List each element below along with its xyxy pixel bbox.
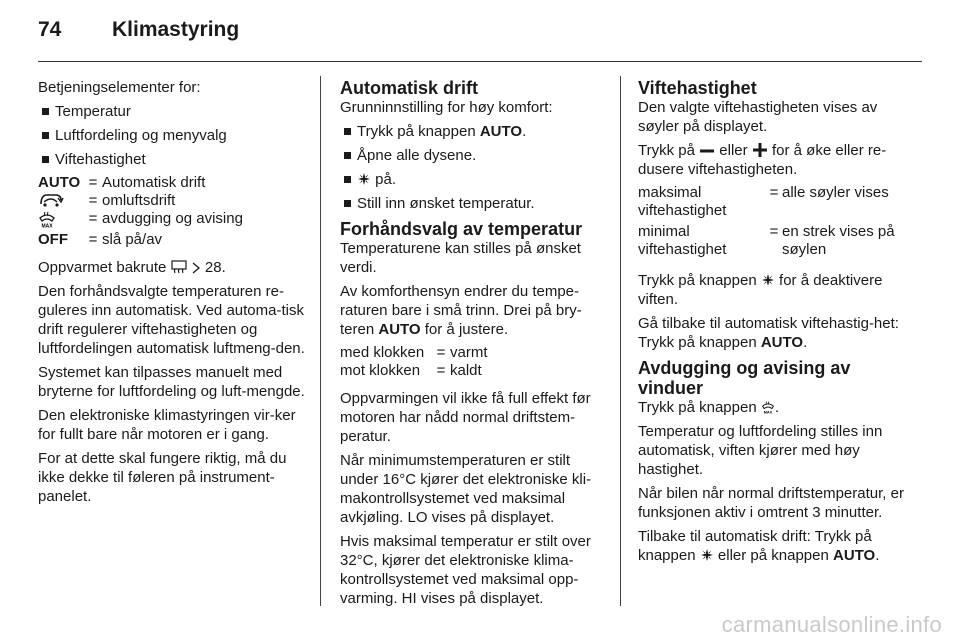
defrost-max-icon xyxy=(38,210,56,228)
paragraph: Når minimumstemperaturen er stilt under 16°C kjører det elektroniske kli-makontrollsystemet ved maksimal avkjøling. LO vises på displayet. xyxy=(340,452,592,526)
paragraph: Systemet kan tilpasses manuelt med bryterne for luftfordeling og luft-mengde. xyxy=(38,364,305,400)
page-header xyxy=(38,18,239,42)
page-title: Klimastyring xyxy=(112,18,240,41)
list-item: Temperatur xyxy=(38,102,308,121)
subheading: Den valgte viftehastigheten vises av søyler på displayet. xyxy=(638,99,878,135)
paragraph: Den forhåndsvalgte temperaturen re-guleres inn automatisk. Ved automa-tisk drift regulerer viftehastigheten og luftfordelingen automatisk luftmeng-den. xyxy=(38,283,305,357)
rotation-table xyxy=(340,344,488,380)
legend-key: AUTO xyxy=(38,174,81,191)
paragraph: Av komforthensyn endrer du tempe-raturen bare i små trinn. Drei på bry-teren AUTO for å justere. xyxy=(340,283,582,338)
table-row: maksimal viftehastighet = alle søyler vises xyxy=(638,184,889,219)
legend-value: Automatisk drift xyxy=(102,174,206,191)
list-item: Still inn ønsket temperatur. xyxy=(340,194,606,213)
fan-speed-table xyxy=(638,184,906,262)
table-row: MAX = avdugging og avising xyxy=(38,210,243,231)
paragraph: Hvis maksimal temperatur er stilt over 32°C, kjører det elektroniske klima-kontrollsystemet ved maksimal opp-varming. HI vises på displayet. xyxy=(340,533,591,607)
column-3 xyxy=(638,78,906,570)
control-legend-table xyxy=(38,174,243,249)
intro-text: Betjeningselementer for: xyxy=(38,79,201,96)
list-item: Trykk på knappen AUTO. xyxy=(340,122,606,141)
list-item: Luftfordeling og menyvalg xyxy=(38,126,308,145)
paragraph: Temperatur og luftfordeling stilles inn automatisk, viften kjører med høy hastighet. xyxy=(638,423,883,478)
column-2 xyxy=(340,78,606,613)
recirculation-icon xyxy=(38,192,64,207)
paragraph: Trykk på knappen MAX . xyxy=(638,399,780,416)
paragraph: Trykk på knappen for å deaktivere viften. xyxy=(638,272,883,308)
svg-text:MAX: MAX xyxy=(763,409,773,414)
defrost-max-icon xyxy=(761,400,775,414)
legend-key: OFF xyxy=(38,231,68,248)
paragraph: Oppvarmingen vil ikke få full effekt før motoren har nådd normal driftstem-peratur. xyxy=(340,390,591,445)
header-rule xyxy=(38,61,922,62)
list-item: Viftehastighet xyxy=(38,150,308,169)
section-heading-defrost: Avdugging og avising av vinduer xyxy=(638,358,851,398)
paragraph: Når bilen når normal driftstemperatur, er funksjonen aktiv i omtrent 3 minutter. xyxy=(638,485,904,521)
legend-value: slå på/av xyxy=(102,231,163,248)
paragraph: Gå tilbake til automatisk viftehastig-het: Trykk på knappen AUTO. xyxy=(638,315,899,351)
svg-text:MAX: MAX xyxy=(41,223,53,228)
watermark: carmanualsonline.info xyxy=(721,612,942,637)
rear-window-heater-icon xyxy=(171,260,187,274)
paragraph: Trykk på eller for å øke eller re-dusere viftehastigheten. xyxy=(638,142,887,178)
page-reference-icon xyxy=(191,262,201,274)
table-row: minimal viftehastighet = en strek vises på søylen xyxy=(638,223,895,258)
list-item: på. xyxy=(340,170,606,189)
page-number: 74 xyxy=(38,18,62,41)
section-heading-fan: Viftehastighet xyxy=(638,78,757,98)
fan-icon xyxy=(761,273,775,287)
table-row: OFF = slå på/av xyxy=(38,231,243,249)
section-heading-auto: Automatisk drift xyxy=(340,78,479,98)
table-row: mot klokken = kaldt xyxy=(340,362,482,379)
plus-icon xyxy=(752,143,768,157)
table-row: med klokken = varmt xyxy=(340,344,488,361)
list-item: Åpne alle dysene. xyxy=(340,146,606,165)
legend-value: omluftsdrift xyxy=(102,192,176,209)
section-heading-preset: Forhåndsvalg av temperatur xyxy=(340,219,583,239)
paragraph: For at dette skal fungere riktig, må du ikke dekke til føleren på instrument-panelet. xyxy=(38,450,287,505)
fan-icon xyxy=(357,172,371,186)
paragraph: Temperaturene kan stilles på ønsket verdi. xyxy=(340,240,581,276)
table-row: AUTO = Automatisk drift xyxy=(38,174,243,192)
legend-value: avdugging og avising xyxy=(102,210,243,227)
rear-heater-text: Oppvarmet bakrute 28. xyxy=(38,259,226,276)
subheading: Grunninnstilling for høy komfort: xyxy=(340,99,553,116)
paragraph: Tilbake til automatisk drift: Trykk på knappen eller på knappen AUTO. xyxy=(638,528,880,564)
table-row: = omluftsdrift xyxy=(38,192,243,210)
fan-icon xyxy=(700,548,714,562)
column-divider xyxy=(320,76,321,606)
minus-icon xyxy=(699,145,715,157)
column-1 xyxy=(38,78,308,511)
column-divider xyxy=(620,76,621,606)
paragraph: Den elektroniske klimastyringen vir-ker for fullt bare når motoren er i gang. xyxy=(38,407,296,443)
